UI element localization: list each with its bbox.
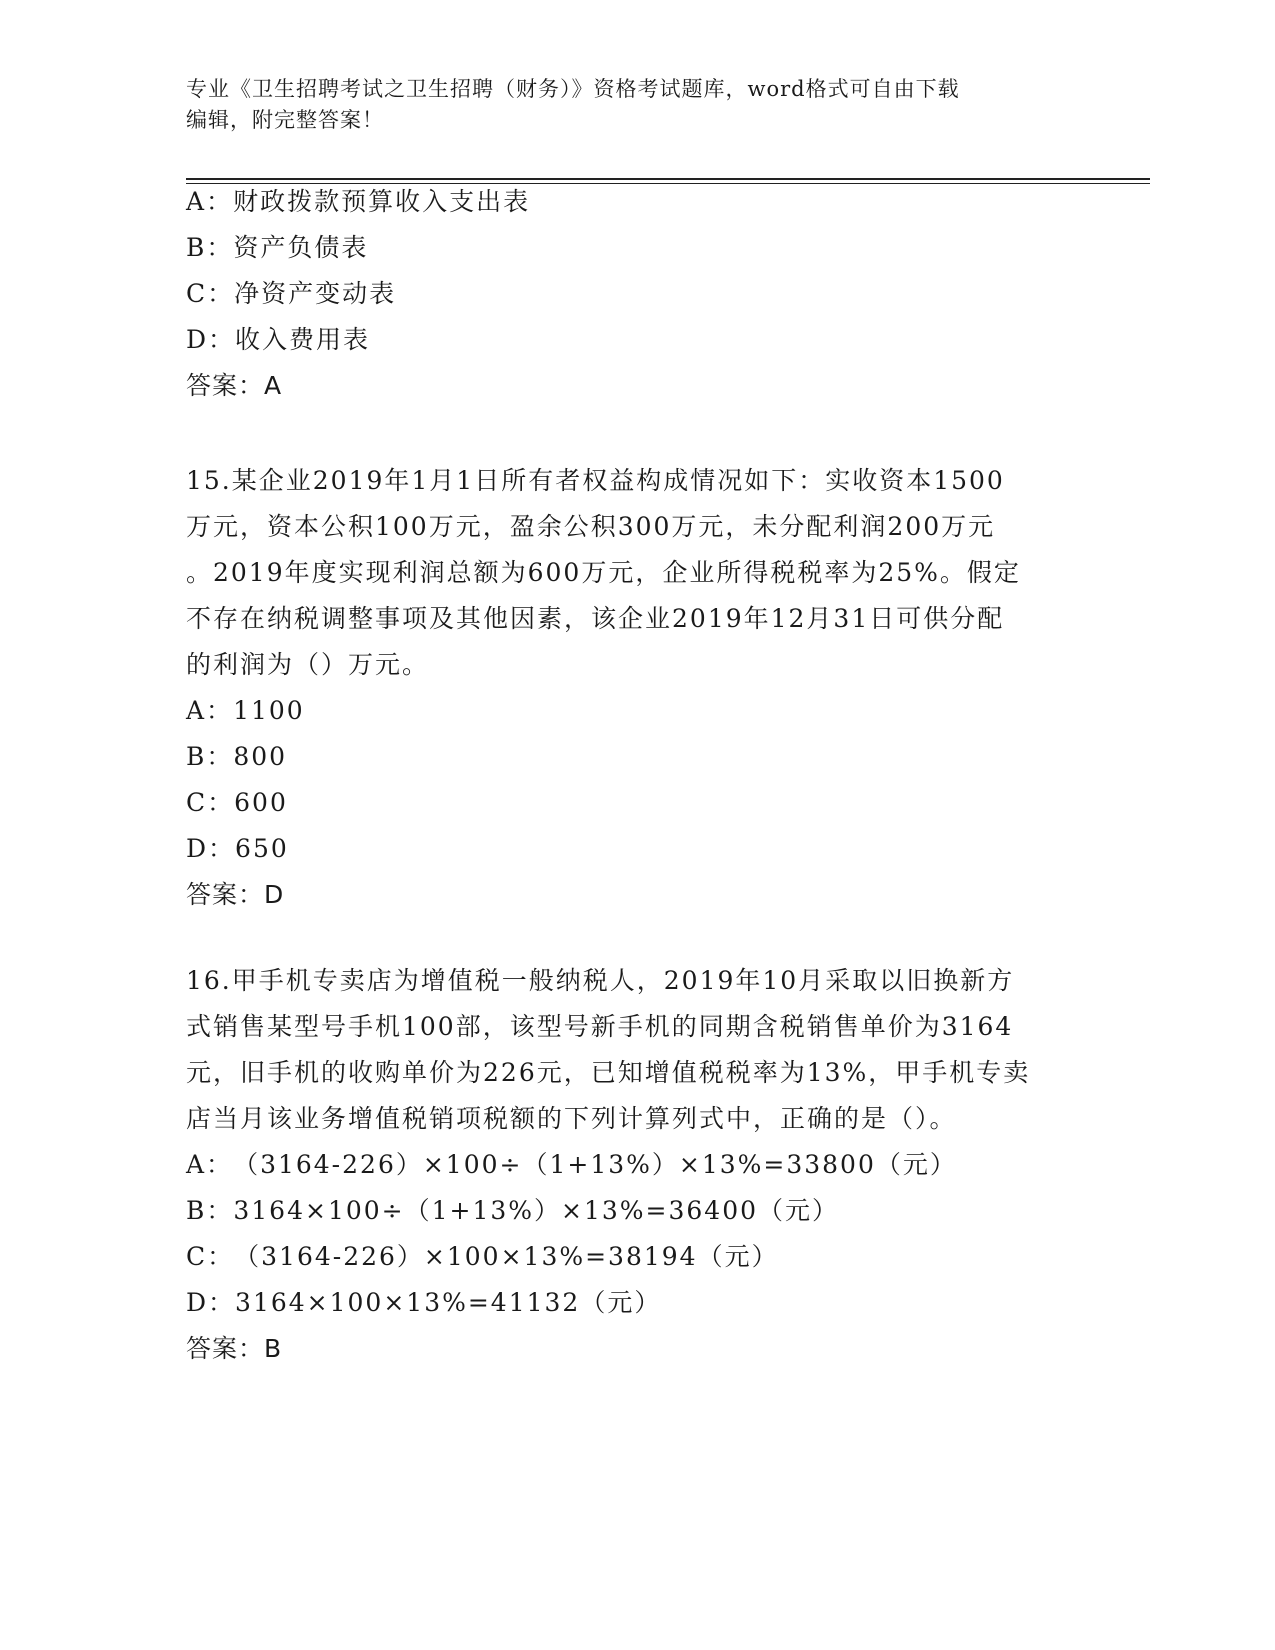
- option-a: [186, 1142, 1086, 1188]
- option-c: [186, 271, 1086, 317]
- question-text-line: 的利润为（）万元。: [186, 650, 430, 679]
- question-text-line: 元，旧手机的收购单价为226元，已知增值税税率为13%，甲手机专卖: [186, 1058, 1031, 1087]
- answer-label: 答案：D: [186, 880, 285, 909]
- option-key: A：: [186, 696, 234, 725]
- option-a: [186, 688, 1086, 734]
- question-text-line: 万元，资本公积100万元，盈余公积300万元，未分配利润200万元: [186, 512, 996, 541]
- option-key: D：: [186, 834, 236, 863]
- option-b: [186, 225, 1086, 271]
- question-text-line: 店当月该业务增值税销项税额的下列计算列式中，正确的是（）。: [186, 1104, 957, 1133]
- option-text: 财政拨款预算收入支出表: [233, 187, 531, 216]
- option-c: [186, 1234, 1086, 1280]
- option-text: （3164-226）×100×13%=38194（元）: [234, 1242, 779, 1271]
- question-text-line: 式销售某型号手机100部，该型号新手机的同期含税销售单价为3164: [186, 1012, 1014, 1041]
- option-text: 净资产变动表: [234, 279, 397, 308]
- option-key: B：: [186, 742, 234, 771]
- document-header: [186, 74, 1066, 136]
- option-key: C：: [186, 788, 235, 817]
- option-text: 收入费用表: [235, 325, 371, 354]
- option-key: C：: [186, 1242, 235, 1271]
- option-c: [186, 780, 1086, 826]
- option-d: [186, 317, 1086, 363]
- question-14-continued: [186, 179, 1086, 409]
- option-text: 650: [235, 834, 289, 863]
- option-text: 资产负债表: [233, 233, 369, 262]
- option-b: [186, 734, 1086, 780]
- option-key: D：: [186, 325, 236, 354]
- answer-label: 答案：B: [186, 1334, 283, 1363]
- option-text: 3164×100÷（1+13%）×13%=36400（元）: [233, 1196, 840, 1225]
- question-16: [186, 958, 1086, 1372]
- question-15: [186, 458, 1086, 918]
- option-key: D：: [186, 1288, 236, 1317]
- option-text: 1100: [233, 696, 305, 725]
- header-line-2: 编辑，附完整答案！: [186, 108, 384, 132]
- option-text: 800: [233, 742, 288, 771]
- header-line-1: 专业《卫生招聘考试之卫生招聘（财务）》资格考试题库，word格式可自由下载: [186, 77, 960, 101]
- option-text: （3164-226）×100÷（1+13%）×13%=33800（元）: [233, 1150, 957, 1179]
- option-key: B：: [186, 1196, 234, 1225]
- option-text: 600: [234, 788, 288, 817]
- option-d: [186, 826, 1086, 872]
- question-text-line: 。2019年度实现利润总额为600万元，企业所得税税率为25%。假定: [186, 558, 1021, 587]
- option-a: [186, 179, 1086, 225]
- answer-label: 答案：A: [186, 371, 283, 400]
- option-text: 3164×100×13%=41132（元）: [235, 1288, 662, 1317]
- option-key: B：: [186, 233, 234, 262]
- option-key: A：: [186, 1150, 234, 1179]
- question-text-line: 15.某企业2019年1月1日所有者权益构成情况如下：实收资本1500: [186, 466, 1005, 495]
- option-key: A：: [186, 187, 234, 216]
- option-key: C：: [186, 279, 235, 308]
- option-b: [186, 1188, 1086, 1234]
- question-text-line: 不存在纳税调整事项及其他因素，该企业2019年12月31日可供分配: [186, 604, 1005, 633]
- question-text-line: 16.甲手机专卖店为增值税一般纳税人，2019年10月采取以旧换新方: [186, 966, 1015, 995]
- option-d: [186, 1280, 1086, 1326]
